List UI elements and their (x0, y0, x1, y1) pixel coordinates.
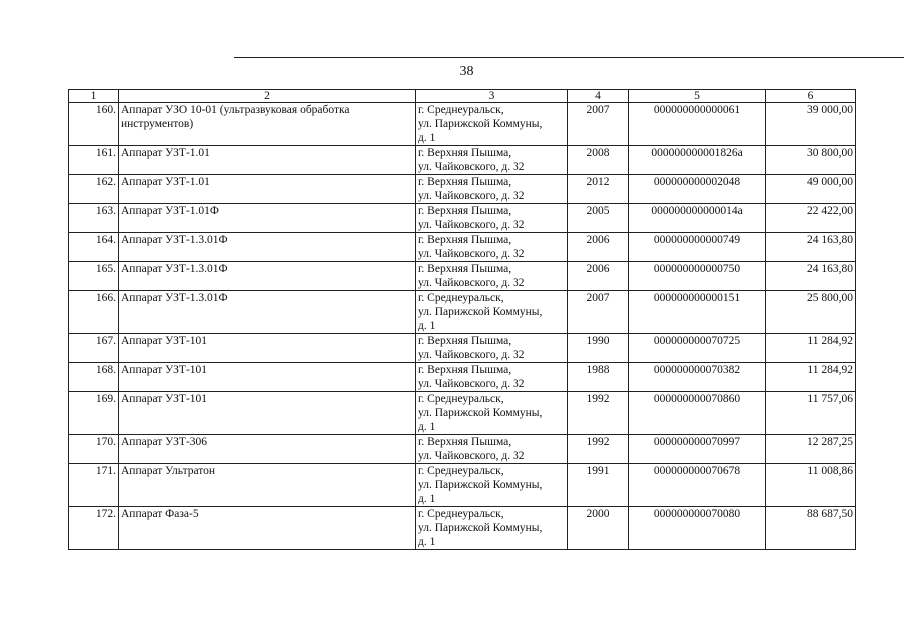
year-cell: 2006 (568, 262, 629, 291)
table-row (69, 464, 856, 507)
cost-cell: 12 287,25 (766, 435, 856, 464)
item-name-cell: Аппарат УЗТ-1.01Ф (119, 204, 416, 233)
inventory-number-cell: 000000000001826а (629, 146, 766, 175)
item-name-cell: Аппарат УЗТ-1.3.01Ф (119, 233, 416, 262)
inventory-number-cell: 000000000070382 (629, 363, 766, 392)
row-number-cell: 168. (69, 363, 119, 392)
year-cell: 1990 (568, 334, 629, 363)
inventory-number-cell: 000000000070080 (629, 507, 766, 550)
item-name-cell: Аппарат УЗТ-306 (119, 435, 416, 464)
cost-cell: 88 687,50 (766, 507, 856, 550)
address-line: ул. Парижской Коммуны, (418, 522, 543, 534)
column-header: 3 (416, 90, 568, 103)
address-line: г. Среднеуральск, (418, 393, 504, 405)
table-row (69, 146, 856, 175)
column-header: 4 (568, 90, 629, 103)
address-cell (416, 464, 568, 507)
address-line: ул. Парижской Коммуны, (418, 407, 543, 419)
year-cell: 2007 (568, 103, 629, 146)
table-row (69, 103, 856, 146)
column-header: 5 (629, 90, 766, 103)
table-row (69, 392, 856, 435)
property-table (68, 89, 856, 550)
item-name-cell: Аппарат Ультратон (119, 464, 416, 507)
row-number-cell: 160. (69, 103, 119, 146)
column-header: 6 (766, 90, 856, 103)
top-rule (234, 57, 904, 58)
address-line: г. Среднеуральск, (418, 104, 504, 116)
row-number-cell: 162. (69, 175, 119, 204)
year-cell: 2007 (568, 291, 629, 334)
year-cell: 2008 (568, 146, 629, 175)
year-cell: 2012 (568, 175, 629, 204)
address-line: ул. Чайковского, д. 32 (418, 277, 525, 289)
address-line: ул. Чайковского, д. 32 (418, 248, 525, 260)
inventory-number-cell: 000000000002048 (629, 175, 766, 204)
table-row (69, 262, 856, 291)
address-line: г. Верхняя Пышма, (418, 205, 512, 217)
address-cell (416, 392, 568, 435)
address-line: г. Среднеуральск, (418, 292, 504, 304)
column-header: 1 (69, 90, 119, 103)
year-cell: 2006 (568, 233, 629, 262)
table-row (69, 175, 856, 204)
cost-cell: 25 800,00 (766, 291, 856, 334)
year-cell: 1991 (568, 464, 629, 507)
inventory-number-cell: 000000000000014а (629, 204, 766, 233)
address-line: д. 1 (418, 320, 436, 332)
item-name-cell: Аппарат УЗО 10-01 (ультразвуковая обработка инструментов) (119, 103, 416, 146)
item-name-cell: Аппарат УЗТ-101 (119, 334, 416, 363)
row-number-cell: 167. (69, 334, 119, 363)
item-name-cell: Аппарат УЗТ-1.3.01Ф (119, 291, 416, 334)
address-cell (416, 233, 568, 262)
address-cell (416, 363, 568, 392)
cost-cell: 11 284,92 (766, 363, 856, 392)
address-line: г. Среднеуральск, (418, 508, 504, 520)
item-name-cell: Аппарат УЗТ-101 (119, 363, 416, 392)
cost-cell: 11 284,92 (766, 334, 856, 363)
year-cell: 2000 (568, 507, 629, 550)
table-header-row (69, 90, 856, 103)
year-cell: 1992 (568, 392, 629, 435)
address-line: ул. Чайковского, д. 32 (418, 161, 525, 173)
address-cell (416, 103, 568, 146)
address-line: г. Верхняя Пышма, (418, 234, 512, 246)
address-line: г. Верхняя Пышма, (418, 176, 512, 188)
cost-cell: 22 422,00 (766, 204, 856, 233)
address-line: г. Верхняя Пышма, (418, 335, 512, 347)
year-cell: 2005 (568, 204, 629, 233)
row-number-cell: 163. (69, 204, 119, 233)
address-line: ул. Парижской Коммуны, (418, 306, 543, 318)
address-cell (416, 175, 568, 204)
inventory-number-cell: 000000000000151 (629, 291, 766, 334)
row-number-cell: 166. (69, 291, 119, 334)
address-cell (416, 262, 568, 291)
address-line: ул. Чайковского, д. 32 (418, 450, 525, 462)
address-line: д. 1 (418, 421, 436, 433)
address-line: ул. Парижской Коммуны, (418, 479, 543, 491)
inventory-number-cell: 000000000000749 (629, 233, 766, 262)
year-cell: 1992 (568, 435, 629, 464)
item-name-cell: Аппарат УЗТ-1.01 (119, 175, 416, 204)
item-name-cell: Аппарат УЗТ-1.01 (119, 146, 416, 175)
table-row (69, 334, 856, 363)
address-cell (416, 507, 568, 550)
table-row (69, 435, 856, 464)
table-row (69, 507, 856, 550)
inventory-number-cell: 000000000070725 (629, 334, 766, 363)
row-number-cell: 172. (69, 507, 119, 550)
cost-cell: 39 000,00 (766, 103, 856, 146)
address-line: ул. Чайковского, д. 32 (418, 219, 525, 231)
address-line: г. Верхняя Пышма, (418, 364, 512, 376)
cost-cell: 30 800,00 (766, 146, 856, 175)
item-name-cell: Аппарат Фаза-5 (119, 507, 416, 550)
address-line: ул. Парижской Коммуны, (418, 118, 543, 130)
cost-cell: 11 757,06 (766, 392, 856, 435)
address-line: ул. Чайковского, д. 32 (418, 378, 525, 390)
table-row (69, 291, 856, 334)
address-cell (416, 334, 568, 363)
row-number-cell: 170. (69, 435, 119, 464)
address-line: д. 1 (418, 493, 436, 505)
column-header: 2 (119, 90, 416, 103)
inventory-number-cell: 000000000070997 (629, 435, 766, 464)
address-cell (416, 435, 568, 464)
item-name-cell: Аппарат УЗТ-101 (119, 392, 416, 435)
address-cell (416, 146, 568, 175)
address-cell (416, 204, 568, 233)
address-line: г. Верхняя Пышма, (418, 263, 512, 275)
inventory-number-cell: 000000000000750 (629, 262, 766, 291)
address-line: г. Среднеуральск, (418, 465, 504, 477)
row-number-cell: 169. (69, 392, 119, 435)
address-cell (416, 291, 568, 334)
cost-cell: 24 163,80 (766, 262, 856, 291)
address-line: ул. Чайковского, д. 32 (418, 190, 525, 202)
address-line: г. Верхняя Пышма, (418, 147, 512, 159)
row-number-cell: 164. (69, 233, 119, 262)
cost-cell: 49 000,00 (766, 175, 856, 204)
row-number-cell: 161. (69, 146, 119, 175)
table-row (69, 233, 856, 262)
inventory-number-cell: 000000000000061 (629, 103, 766, 146)
table-row (69, 363, 856, 392)
table-body (69, 103, 856, 550)
cost-cell: 24 163,80 (766, 233, 856, 262)
address-line: д. 1 (418, 132, 436, 144)
address-line: д. 1 (418, 536, 436, 548)
page-number: 38 (459, 64, 474, 79)
inventory-number-cell: 000000000070860 (629, 392, 766, 435)
row-number-cell: 171. (69, 464, 119, 507)
cost-cell: 11 008,86 (766, 464, 856, 507)
inventory-number-cell: 000000000070678 (629, 464, 766, 507)
year-cell: 1988 (568, 363, 629, 392)
address-line: ул. Чайковского, д. 32 (418, 349, 525, 361)
address-line: г. Верхняя Пышма, (418, 436, 512, 448)
row-number-cell: 165. (69, 262, 119, 291)
item-name-cell: Аппарат УЗТ-1.3.01Ф (119, 262, 416, 291)
table-row (69, 204, 856, 233)
